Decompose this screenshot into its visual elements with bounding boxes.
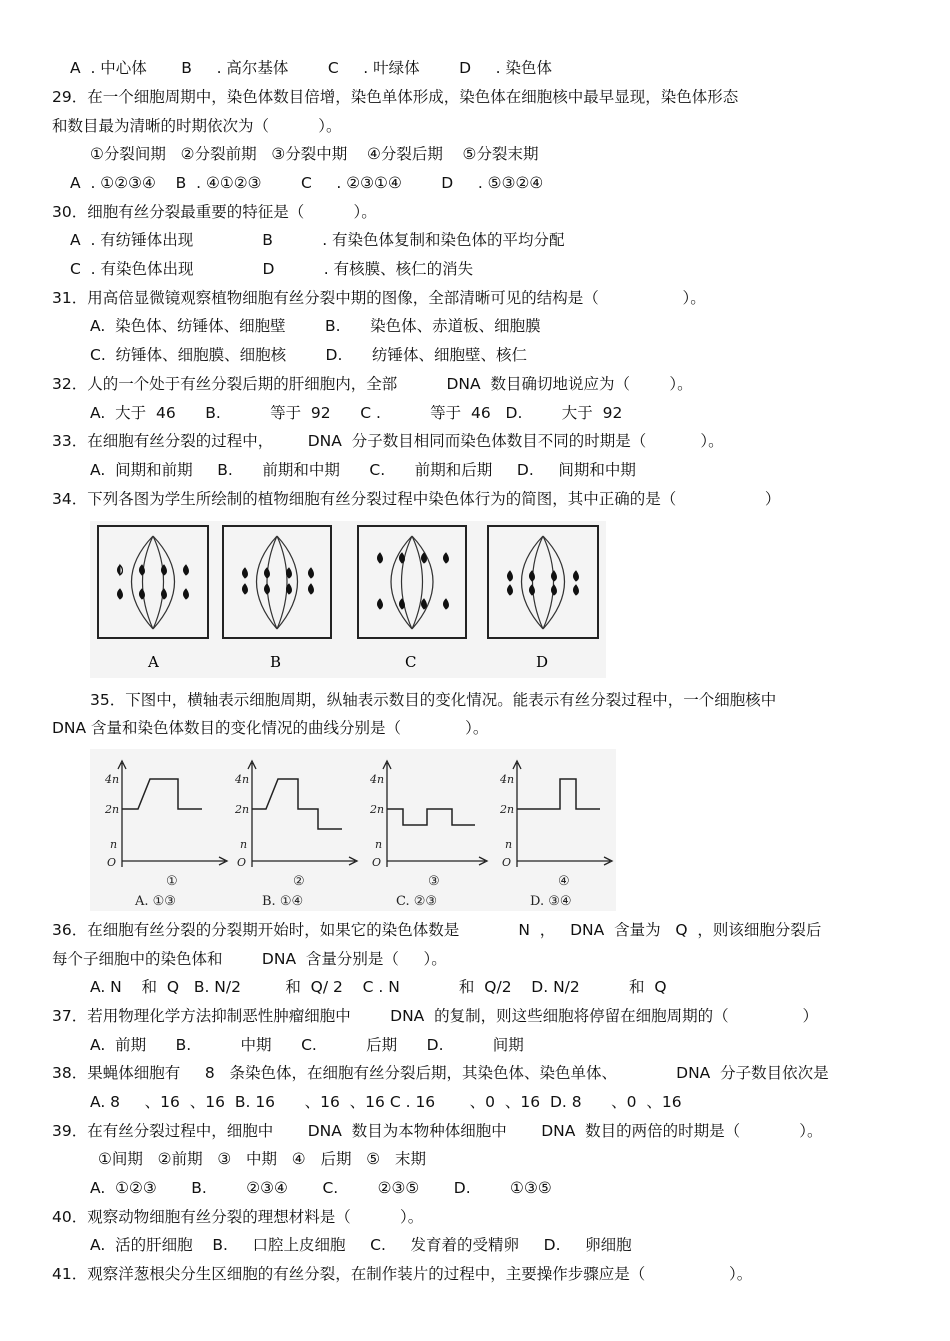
fig35-graph1-n: n bbox=[110, 838, 118, 851]
fig35-graph3-2n: 2n bbox=[370, 803, 385, 816]
q30-stem: 30．细胞有丝分裂最重要的特征是（ ）。 bbox=[52, 203, 377, 221]
q40-options: A. 活的肝细胞 B. 口腔上皮细胞 C. 发育着的受精卵 D. 卵细胞 bbox=[90, 1236, 632, 1254]
fig35-graph2-n: n bbox=[240, 838, 248, 851]
fig35-caption-c: C. ②③ bbox=[396, 894, 438, 909]
fig35-graph3-n: n bbox=[375, 838, 383, 851]
fig35-caption-d: D. ③④ bbox=[530, 894, 572, 909]
q31-options-1: A. 染色体、纺锤体、细胞壁 B. 染色体、赤道板、细胞膜 bbox=[90, 317, 541, 335]
q39-options: A. ①②③ B. ②③④ C. ②③⑤ D. ①③⑤ bbox=[90, 1179, 552, 1197]
fig35-graph1-4n: 4n bbox=[105, 773, 120, 786]
q38-options: A. 8 、16 、16 B. 16 、16 、16 C . 16 、0 、16 D. 8 、0 、16 bbox=[90, 1093, 682, 1111]
q40-stem: 40．观察动物细胞有丝分裂的理想材料是（ ）。 bbox=[52, 1208, 424, 1226]
fig35-graph4-2n: 2n bbox=[500, 803, 515, 816]
q41-stem: 41．观察洋葱根尖分生区细胞的有丝分裂，在制作装片的过程中，主要操作步骤应是（ ）。 bbox=[52, 1265, 753, 1283]
fig34-label-a: A bbox=[148, 653, 159, 671]
fig35-graph4-4n: 4n bbox=[500, 773, 515, 786]
q31-stem: 31．用高倍显微镜观察植物细胞有丝分裂中期的图像，全部清晰可见的结构是（ ）。 bbox=[52, 289, 706, 307]
q36-options: A. N 和 Q B. N/2 和 Q/ 2 C . N 和 Q/2 D. N/2 和 Q bbox=[90, 978, 667, 996]
q33-stem: 33．在细胞有丝分裂的过程中， DNA 分子数目相同而染色体数目不同的时期是（ ）。 bbox=[52, 432, 724, 450]
fig35-graph1-origin: O bbox=[107, 856, 117, 869]
q32-stem: 32．人的一个处于有丝分裂后期的肝细胞内，全部 DNA 数目确切地说应为（ ）。 bbox=[52, 375, 693, 393]
fig34-label-d: D bbox=[536, 653, 549, 671]
q39-phases: ①间期 ②前期 ③ 中期 ④ 后期 ⑤ 末期 bbox=[98, 1150, 426, 1168]
q29-options: A . ①②③④ B . ④①②③ C . ②③①④ D . ⑤③②④ bbox=[70, 174, 544, 192]
fig35-graph3-4n: 4n bbox=[370, 773, 385, 786]
fig34-label-b: B bbox=[270, 653, 282, 671]
q33-options: A. 间期和前期 B. 前期和中期 C. 前期和后期 D. 间期和中期 bbox=[90, 461, 636, 479]
q36-stem-1: 36．在细胞有丝分裂的分裂期开始时，如果它的染色体数是 N ， DNA 含量为 Q ，则该细胞分裂后 bbox=[52, 921, 822, 939]
q37-stem: 37．若用物理化学方法抑制恶性肿瘤细胞中 DNA 的复制，则这些细胞将停留在细胞周期的（ ） bbox=[52, 1007, 819, 1025]
fig35-graph2-origin: O bbox=[237, 856, 247, 869]
q30-options-2: C . 有染色体出现 D . 有核膜、核仁的消失 bbox=[70, 260, 474, 278]
fig35-number-3: ③ bbox=[428, 874, 440, 889]
fig34-label-c: C bbox=[405, 653, 417, 671]
fig35-caption-a: A. ①③ bbox=[135, 894, 176, 909]
fig35-number-1: ① bbox=[166, 874, 178, 889]
q39-stem: 39．在有丝分裂过程中，细胞中 DNA 数目为本物种体细胞中 DNA 数目的两倍的时期是（ ）。 bbox=[52, 1122, 823, 1140]
q36-stem-2: 每个子细胞中的染色体和 DNA 含量分别是（ ）。 bbox=[52, 950, 447, 968]
fig35-number-4: ④ bbox=[558, 874, 570, 889]
q28-options: A . 中心体 B . 高尔基体 C . 叶绿体 D . 染色体 bbox=[70, 59, 552, 77]
fig35-graph2-2n: 2n bbox=[235, 803, 250, 816]
q29-stem-1: 29．在一个细胞周期中，染色体数目倍增，染色单体形成，染色体在细胞核中最早显现，染色体形态 bbox=[52, 88, 739, 106]
q34-stem: 34．下列各图为学生所绘制的植物细胞有丝分裂过程中染色体行为的简图，其中正确的是（ ） bbox=[52, 490, 781, 508]
fig35-graph2-4n: 4n bbox=[235, 773, 250, 786]
fig35-number-2: ② bbox=[293, 874, 305, 889]
q29-stem-2: 和数目最为清晰的时期依次为（ ）。 bbox=[52, 117, 342, 135]
q34-figure bbox=[90, 521, 606, 678]
fig35-graph4-n: n bbox=[505, 838, 513, 851]
q35-stem-1: 35．下图中，横轴表示细胞周期，纵轴表示数目的变化情况。能表示有丝分裂过程中，一个细胞核中 bbox=[90, 691, 777, 709]
fig35-graph4-origin: O bbox=[502, 856, 512, 869]
q37-options: A. 前期 B. 中期 C. 后期 D. 间期 bbox=[90, 1036, 524, 1054]
q29-phases: ①分裂间期 ②分裂前期 ③分裂中期 ④分裂后期 ⑤分裂末期 bbox=[90, 145, 539, 163]
q30-options-1: A . 有纺锤体出现 B . 有染色体复制和染色体的平均分配 bbox=[70, 231, 565, 249]
q35-stem-2: DNA 含量和染色体数目的变化情况的曲线分别是（ ）。 bbox=[52, 719, 489, 737]
q31-options-2: C. 纺锤体、细胞膜、细胞核 D. 纺锤体、细胞壁、核仁 bbox=[90, 346, 527, 364]
q32-options: A. 大于 46 B. 等于 92 C . 等于 46 D. 大于 92 bbox=[90, 404, 623, 422]
fig35-caption-b: B. ①④ bbox=[262, 894, 304, 909]
q35-figure bbox=[90, 749, 616, 911]
fig35-graph1-2n: 2n bbox=[105, 803, 120, 816]
fig35-graph3-origin: O bbox=[372, 856, 382, 869]
q38-stem: 38．果蝇体细胞有 8 条染色体，在细胞有丝分裂后期，其染色体、染色单体、 DNA 分子数目依次是 bbox=[52, 1064, 829, 1082]
